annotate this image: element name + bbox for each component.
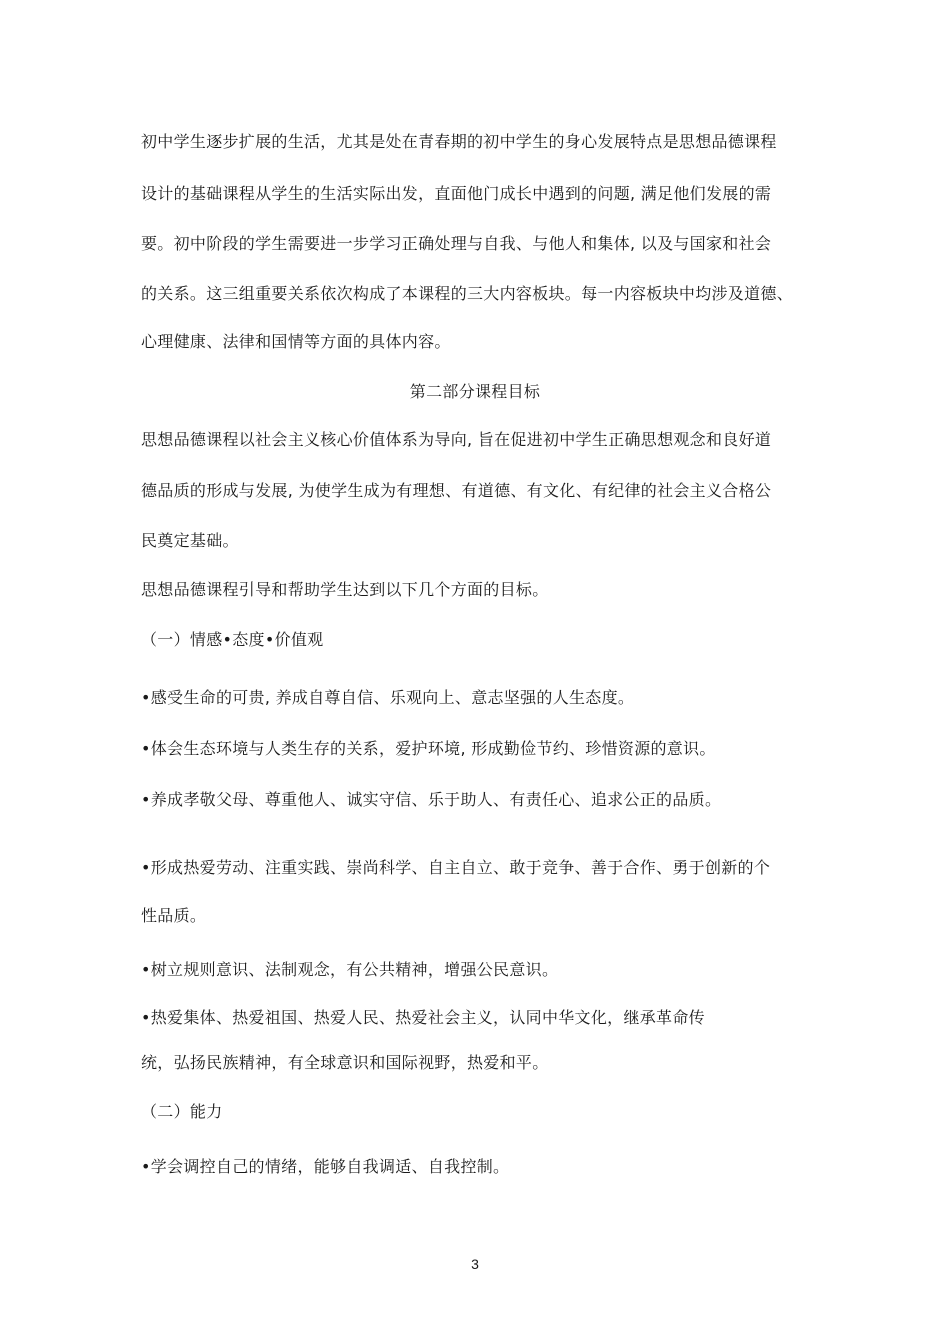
subheading: （一）情感•态度•价值观: [141, 630, 324, 649]
section-title: 第二部分课程目标: [409, 382, 541, 401]
bullet-item-continuation: 性品质。: [141, 906, 207, 925]
paragraph-line: 要。初中阶段的学生需要进一步学习正确处理与自我、与他人和集体, 以及与国家和社会: [141, 234, 772, 253]
bullet-item: •体会生态环境与人类生存的关系，爱护环境, 形成勤俭节约、珍惜资源的意识。: [141, 739, 716, 758]
bullet-item: •形成热爱劳动、注重实践、崇尚科学、自主自立、敢于竞争、善于合作、勇于创新的个: [141, 858, 771, 877]
paragraph-line: 民奠定基础。: [141, 531, 239, 550]
page-number: 3: [471, 1256, 479, 1272]
bullet-item: •热爱集体、热爱祖国、热爱人民、热爱社会主义，认同中华文化，继承革命传: [141, 1008, 705, 1027]
paragraph-line: 心理健康、法律和国情等方面的具体内容。: [141, 332, 451, 351]
bullet-item-continuation: 统，弘扬民族精神，有全球意识和国际视野，热爱和平。: [141, 1053, 549, 1072]
paragraph-line: 思想品德课程引导和帮助学生达到以下几个方面的目标。: [141, 580, 549, 599]
paragraph-line: 设计的基础课程从学生的生活实际出发，直面他门成长中遇到的问题, 满足他们发展的需: [141, 184, 772, 203]
subheading: （二）能力: [141, 1102, 223, 1121]
bullet-item: •养成孝敬父母、尊重他人、诚实守信、乐于助人、有责任心、追求公正的品质。: [141, 790, 722, 809]
paragraph-line: 初中学生逐步扩展的生活，尤其是处在青春期的初中学生的身心发展特点是思想品德课程: [141, 132, 777, 151]
bullet-item: •学会调控自己的情绪，能够自我调适、自我控制。: [141, 1157, 510, 1176]
bullet-item: •感受生命的可贵, 养成自尊自信、乐观向上、意志坚强的人生态度。: [141, 688, 635, 707]
paragraph-line: 思想品德课程以社会主义核心价值体系为导向, 旨在促进初中学生正确思想观念和良好道: [141, 430, 772, 449]
paragraph-line: 的关系。这三组重要关系依次构成了本课程的三大内容板块。每一内容板块中均涉及道德、: [141, 284, 794, 303]
bullet-item: •树立规则意识、法制观念，有公共精神，增强公民意识。: [141, 960, 559, 979]
paragraph-line: 德品质的形成与发展, 为使学生成为有理想、有道德、有文化、有纪律的社会主义合格公: [141, 481, 772, 500]
